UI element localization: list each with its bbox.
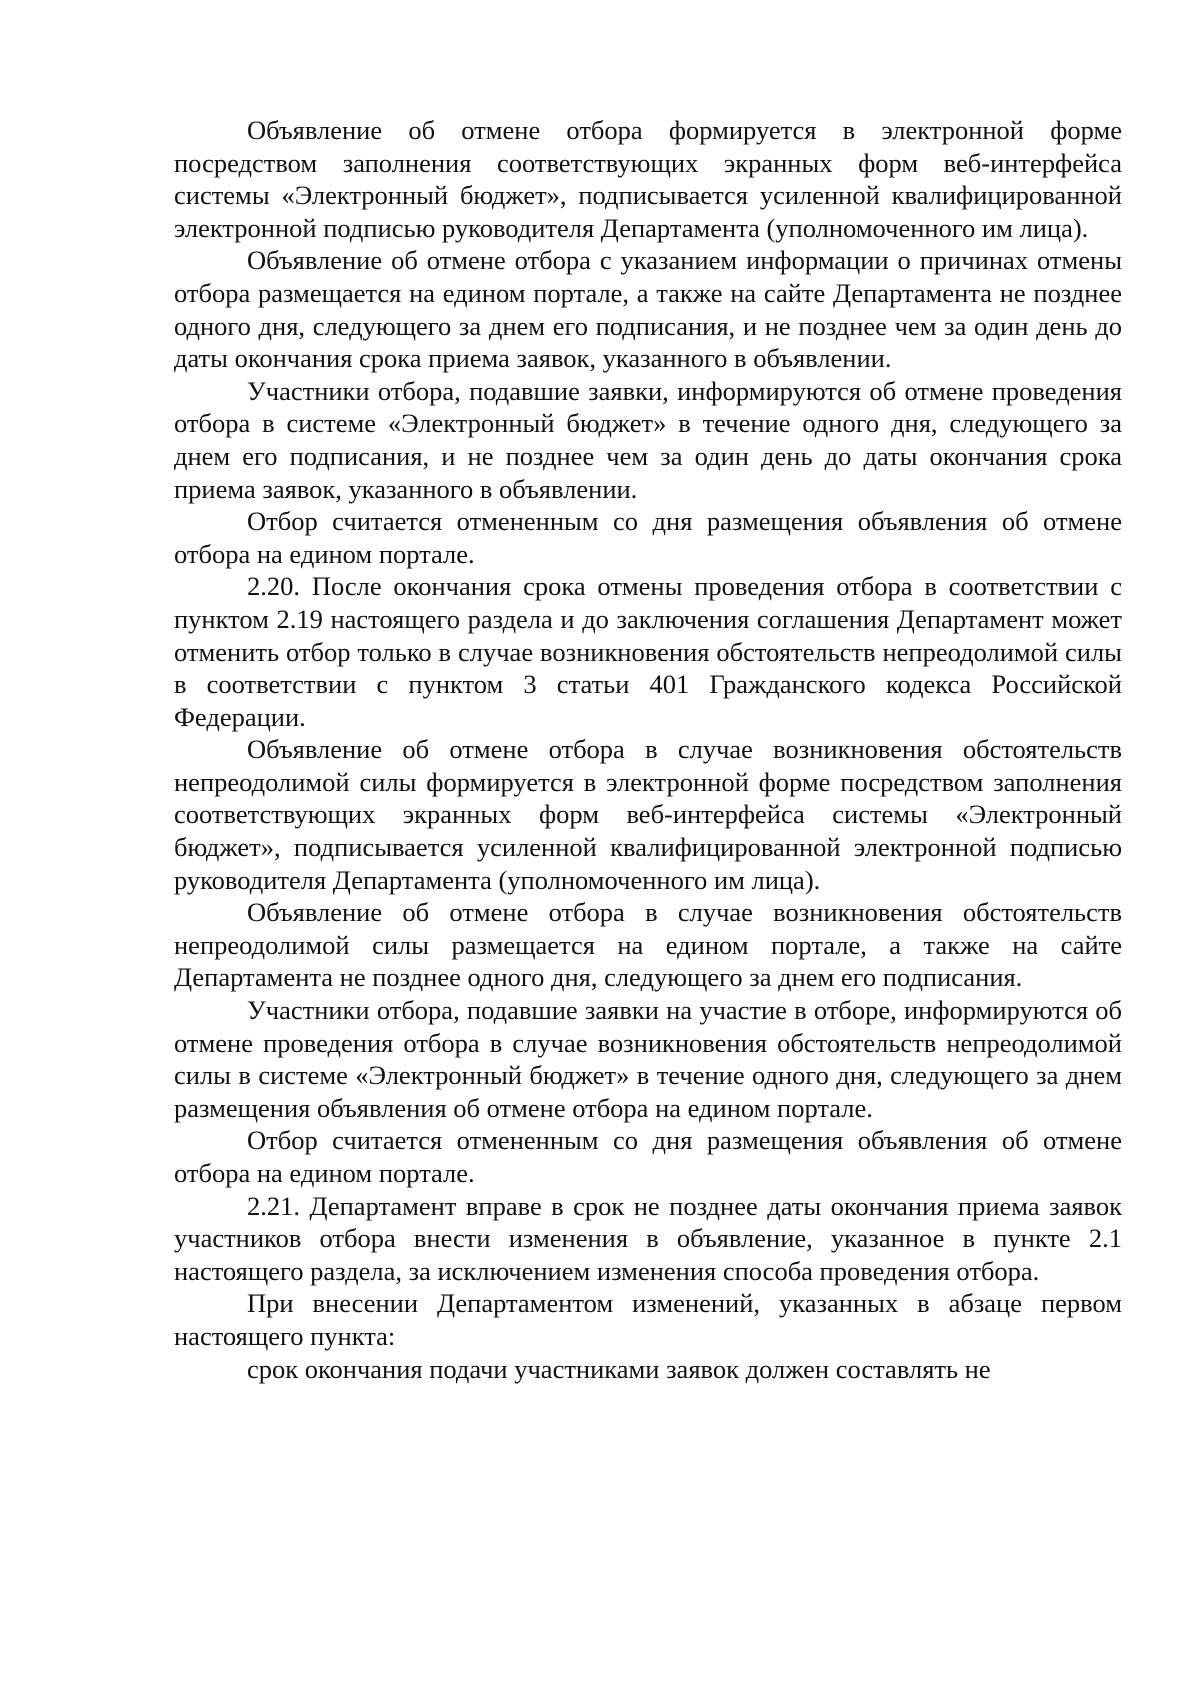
paragraph-changes-intro: При внесении Департаментом изменений, указанных в абзаце первом настоящего пункта: <box>174 1288 1122 1351</box>
paragraph-selection-cancelled: Отбор считается отмененным со дня размещения объявления об отмене отбора на едином портале. <box>174 506 1122 569</box>
paragraph-participants-informed: Участники отбора, подавшие заявки, информируются об отмене проведения отбора в системе «Электронный бюджет» в течение одного дня, следующего за днем его подписания, и не позднее чем за один день до даты окончания срока приема заявок, указанного в объявлении. <box>174 375 1122 504</box>
paragraph-announcement-placement: Объявление об отмене отбора с указанием информации о причинах отмены отбора размещается на едином портале, а также на сайте Департамента не позднее одного дня, следующего за днем его подписания, и не позднее чем за один день до даты окончания срока приема заявок, указанного в объявлении. <box>174 245 1122 374</box>
paragraph-deadline-fragment: срок окончания подачи участниками заявок должен составлять не <box>247 1353 991 1384</box>
paragraph-force-majeure-cancelled: Отбор считается отмененным со дня размещения объявления об отмене отбора на едином портале. <box>174 1125 1122 1188</box>
document-body <box>174 114 1122 1385</box>
paragraph-clause-2-21: 2.21. Департамент вправе в срок не позднее даты окончания приема заявок участников отбора внести изменения в объявление, указанное в пункте 2.1 настоящего раздела, за исключением изменения способа проведения отбора. <box>174 1190 1122 1286</box>
paragraph-force-majeure-participants: Участники отбора, подавшие заявки на участие в отборе, информируются об отмене проведения отбора в случае возникновения обстоятельств непреодолимой силы в системе «Электронный бюджет» в течение одного дня, следующего за днем размещения объявления об отмене отбора на едином портале. <box>174 995 1122 1123</box>
paragraph-clause-2-20: 2.20. После окончания срока отмены проведения отбора в соответствии с пунктом 2.19 настоящего раздела и до заключения соглашения Департамент может отменить отбор только в случае возникновения обстоятельств непреодолимой силы в соответствии с пунктом 3 статьи 401 Гражданского кодекса Российской Федерации. <box>174 571 1122 732</box>
paragraph-force-majeure-form: Объявление об отмене отбора в случае возникновения обстоятельств непреодолимой силы формируется в электронной форме посредством заполнения соответствующих экранных форм веб-интерфейса системы «Электронный бюджет», подписывается усиленной квалифицированной электронной подписью руководителя Департамента (уполномоченного им лица). <box>174 734 1122 895</box>
paragraph-force-majeure-placement: Объявление об отмене отбора в случае возникновения обстоятельств непреодолимой силы размещается на едином портале, а также на сайте Департамента не позднее одного дня, следующего за днем его подписания. <box>174 897 1122 993</box>
paragraph-announcement-form: Объявление об отмене отбора формируется в электронной форме посредством заполнения соответствующих экранных форм веб-интерфейса системы «Электронный бюджет», подписывается усиленной квалифицированной электронной подписью руководителя Департамента (уполномоченного им лица). <box>174 115 1122 243</box>
